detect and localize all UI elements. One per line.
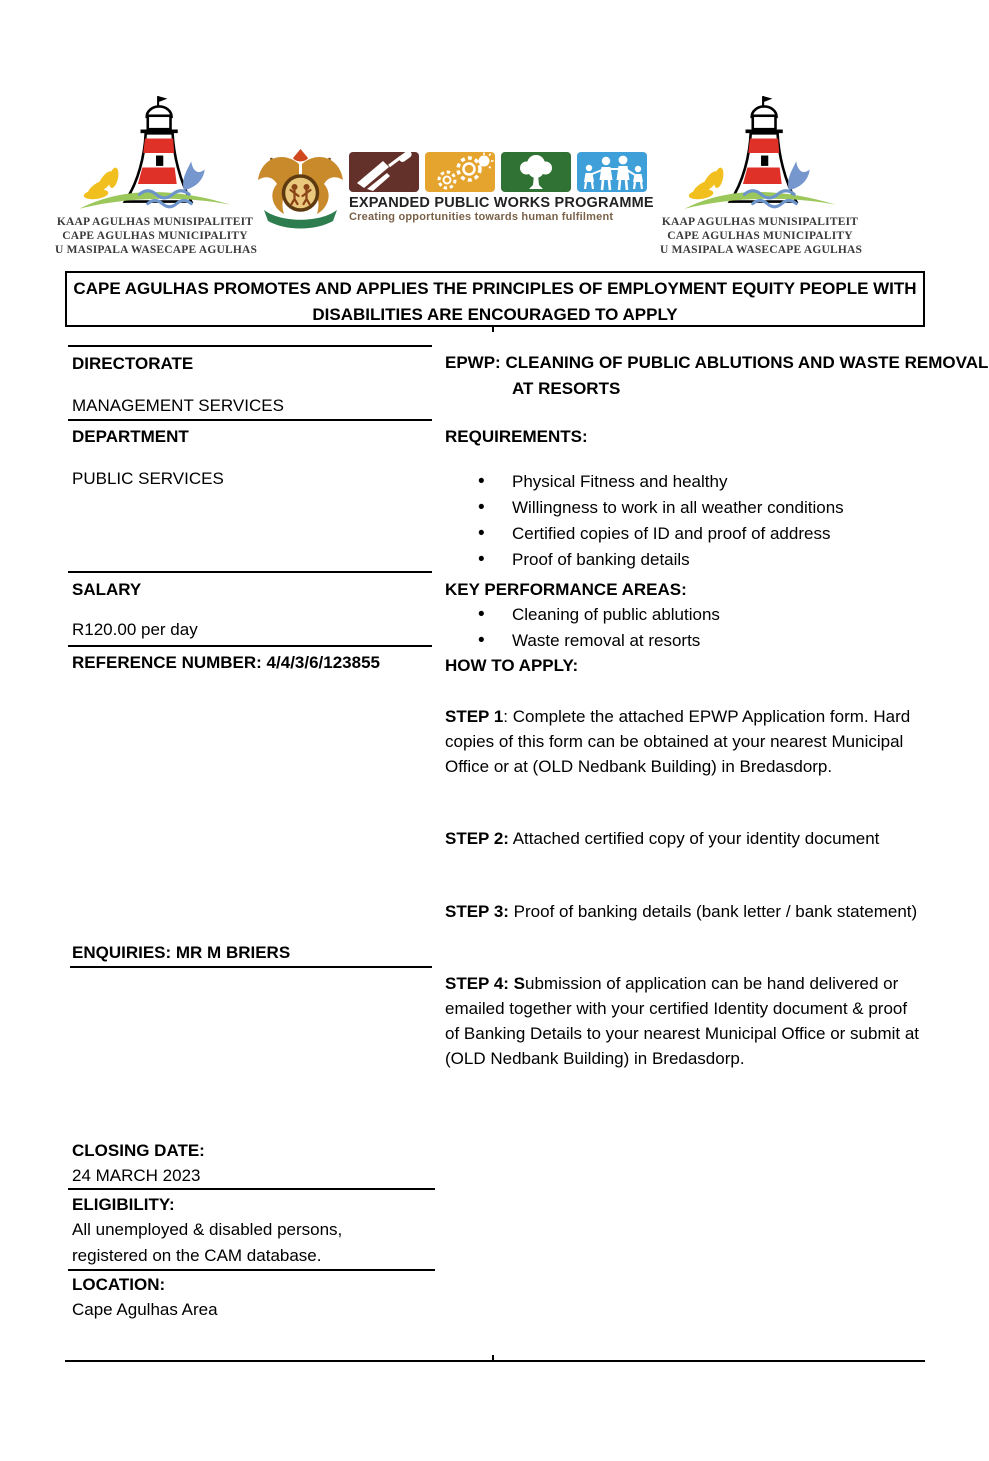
- kpa-list: [445, 602, 923, 654]
- divider-line: [68, 419, 432, 421]
- epwp-tile-amber: [425, 152, 495, 192]
- step-2-paragraph: [445, 826, 923, 851]
- step-3-text: Proof of banking details (bank letter / bank statement): [508, 902, 918, 921]
- coat-of-arms-icon: [253, 147, 348, 242]
- directorate-value: MANAGEMENT SERVICES: [72, 396, 284, 415]
- step-2-label: STEP 2:: [445, 829, 509, 848]
- enquiries: ENQUIRIES: MR M BRIERS: [72, 943, 291, 962]
- sun-petals-icon: [83, 167, 120, 201]
- municipality-name-af: KAAP AGULHAS MUNISIPALITEIT: [56, 216, 254, 228]
- equity-notice: CAPE AGULHAS PROMOTES AND APPLIES THE PRINCIPLES OF EMPLOYMENT EQUITY PEOPLE WITH DISABILITIES ARE ENCOURAGED TO APPLY: [65, 271, 925, 327]
- epwp-banner: [349, 152, 654, 223]
- eligibility-value: All unemployed & disabled persons, registered on the CAM database.: [72, 1220, 343, 1265]
- municipality-name-en: CAPE AGULHAS MUNICIPALITY: [667, 230, 853, 242]
- gears-icon: [425, 152, 495, 192]
- divider-line: [70, 966, 432, 968]
- epwp-tile-brown: [349, 152, 419, 192]
- list-item: • Willingness to work in all weather conditions: [445, 495, 923, 521]
- department-label: DEPARTMENT: [72, 427, 189, 446]
- divider-line: [68, 1269, 435, 1271]
- table-divider-tick: [492, 325, 494, 332]
- divider-line: [68, 645, 432, 647]
- epwp-tiles: [349, 152, 651, 192]
- reference-number: REFERENCE NUMBER: 4/4/3/6/123855: [72, 653, 381, 672]
- location-label: LOCATION:: [72, 1275, 166, 1294]
- salary-label: SALARY: [72, 580, 142, 599]
- department-value: PUBLIC SERVICES: [72, 469, 224, 488]
- vacancy-title: EPWP: CLEANING OF PUBLIC ABLUTIONS AND WASTE REMOVAL AT RESORTS: [445, 353, 989, 398]
- divider-line: [68, 1188, 435, 1190]
- trowel-icon: [349, 152, 419, 192]
- step-1-label: STEP 1: [445, 707, 504, 726]
- step-1-paragraph: [445, 704, 923, 779]
- epwp-programme-subtitle: Creating opportunities towards human fulfilment: [349, 211, 614, 223]
- step-1-text: : Complete the attached EPWP Application form. Hard copies of this form can be obtained at your nearest Municipal Office or at (OLD Nedbank Building) in Bredasdorp.: [445, 707, 911, 776]
- step-4-paragraph: [445, 971, 923, 1071]
- municipality-name-af: KAAP AGULHAS MUNISIPALITEIT: [661, 216, 859, 228]
- list-item: • Physical Fitness and healthy: [445, 469, 923, 495]
- municipal-logo-right: [660, 93, 863, 257]
- family-icon: [577, 152, 647, 192]
- bottom-border-line: [65, 1360, 925, 1362]
- sun-petals-icon: [688, 167, 725, 201]
- municipal-logo-left: [55, 93, 258, 257]
- list-item: • Certified copies of ID and proof of address: [445, 521, 923, 547]
- salary-value: R120.00 per day: [72, 620, 198, 639]
- closing-date-value: 24 MARCH 2023: [72, 1166, 201, 1185]
- epwp-tile-green: [501, 152, 571, 192]
- lighthouse-icon: [75, 93, 235, 215]
- epwp-tile-blue: [577, 152, 647, 192]
- lighthouse-icon: [680, 93, 840, 215]
- municipality-name-xh: U MASIPALA WASECAPE AGULHAS: [55, 244, 258, 256]
- municipality-name-en: CAPE AGULHAS MUNICIPALITY: [62, 230, 248, 242]
- step-4-label: STEP 4: S: [445, 974, 525, 993]
- step-2-text: Attached certified copy of your identity document: [508, 829, 880, 848]
- step-3-label: STEP 3:: [445, 902, 509, 921]
- municipality-name-xh: U MASIPALA WASECAPE AGULHAS: [660, 244, 863, 256]
- tree-icon: [501, 152, 571, 192]
- list-item: • Cleaning of public ablutions: [445, 602, 923, 628]
- list-item: • Proof of banking details: [445, 547, 923, 573]
- how-to-apply-label: HOW TO APPLY:: [445, 656, 579, 675]
- step-4-text: ubmission of application can be hand delivered or emailed together with your certified Identity document & proof of Banking Details to your nearest Municipal Office or submit at (OLD Nedbank Building) in Bredasdorp.: [445, 974, 920, 1068]
- eligibility-label: ELIGIBILITY:: [72, 1195, 175, 1214]
- requirements-list: [445, 469, 923, 573]
- kpa-label: KEY PERFORMANCE AREAS:: [445, 580, 687, 599]
- divider-line: [68, 571, 432, 573]
- directorate-label: DIRECTORATE: [72, 354, 194, 373]
- divider-line: [68, 345, 432, 347]
- requirements-label: REQUIREMENTS:: [445, 427, 588, 446]
- epwp-programme-title: EXPANDED PUBLIC WORKS PROGRAMME: [349, 195, 654, 211]
- list-item: • Waste removal at resorts: [445, 628, 923, 654]
- location-value: Cape Agulhas Area: [72, 1300, 218, 1319]
- step-3-paragraph: [445, 899, 923, 924]
- closing-date-label: CLOSING DATE:: [72, 1141, 205, 1160]
